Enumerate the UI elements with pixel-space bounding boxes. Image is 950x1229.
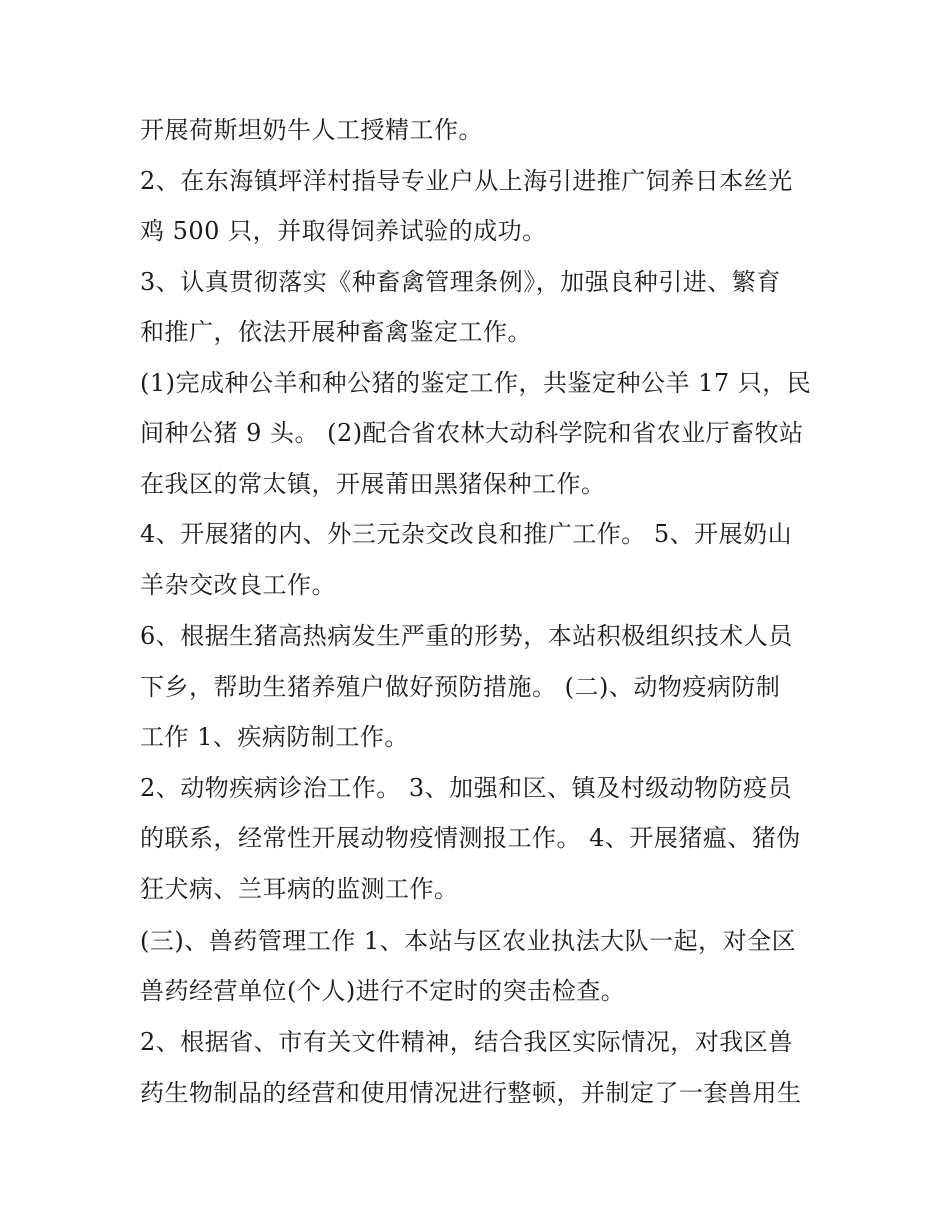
text-line: 开展荷斯坦奶牛人工授精工作。 <box>140 116 483 144</box>
text-line: 鸡 500 只，并取得饲养试验的成功。 <box>140 217 547 245</box>
text-line: 狂犬病、兰耳病的监测工作。 <box>140 875 459 903</box>
text-line: 2、动物疾病诊治工作。 3、加强和区、镇及村级动物防疫员 <box>140 774 793 802</box>
text-line: 工作 1、疾病防制工作。 <box>140 723 409 751</box>
text-line: 下乡，帮助生猪养殖户做好预防措施。 (二)、动物疫病防制 <box>140 673 781 701</box>
text-line: 6、根据生猪高热病发生严重的形势，本站积极组织技术人员 <box>140 622 793 650</box>
text-line: 2、根据省、市有关文件精神，结合我区实际情况，对我区兽 <box>140 1028 793 1056</box>
text-line: 间种公猪 9 头。 (2)配合省农林大动科学院和省农业厅畜牧站 <box>140 419 804 447</box>
text-line: 羊杂交改良工作。 <box>140 571 336 599</box>
text-line: 4、开展猪的内、外三元杂交改良和推广工作。 5、开展奶山 <box>140 520 793 548</box>
text-line: 药生物制品的经营和使用情况进行整顿，并制定了一套兽用生 <box>140 1079 802 1107</box>
text-line: 在我区的常太镇，开展莆田黑猪保种工作。 <box>140 470 606 498</box>
text-line: (1)完成种公羊和种公猪的鉴定工作，共鉴定种公羊 17 只，民 <box>140 369 812 397</box>
text-line: 兽药经营单位(个人)进行不定时的突击检查。 <box>140 977 626 1005</box>
text-line: 2、在东海镇坪洋村指导专业户从上海引进推广饲养日本丝光 <box>140 167 793 195</box>
text-line: (三)、兽药管理工作 1、本站与区农业执法大队一起，对全区 <box>140 927 797 955</box>
text-line: 和推广，依法开展种畜禽鉴定工作。 <box>140 318 532 346</box>
text-line: 3、认真贯彻落实《种畜禽管理条例》，加强良种引进、繁育 <box>140 268 781 296</box>
text-line: 的联系，经常性开展动物疫情测报工作。 4、开展猪瘟、猪伪 <box>140 824 801 852</box>
